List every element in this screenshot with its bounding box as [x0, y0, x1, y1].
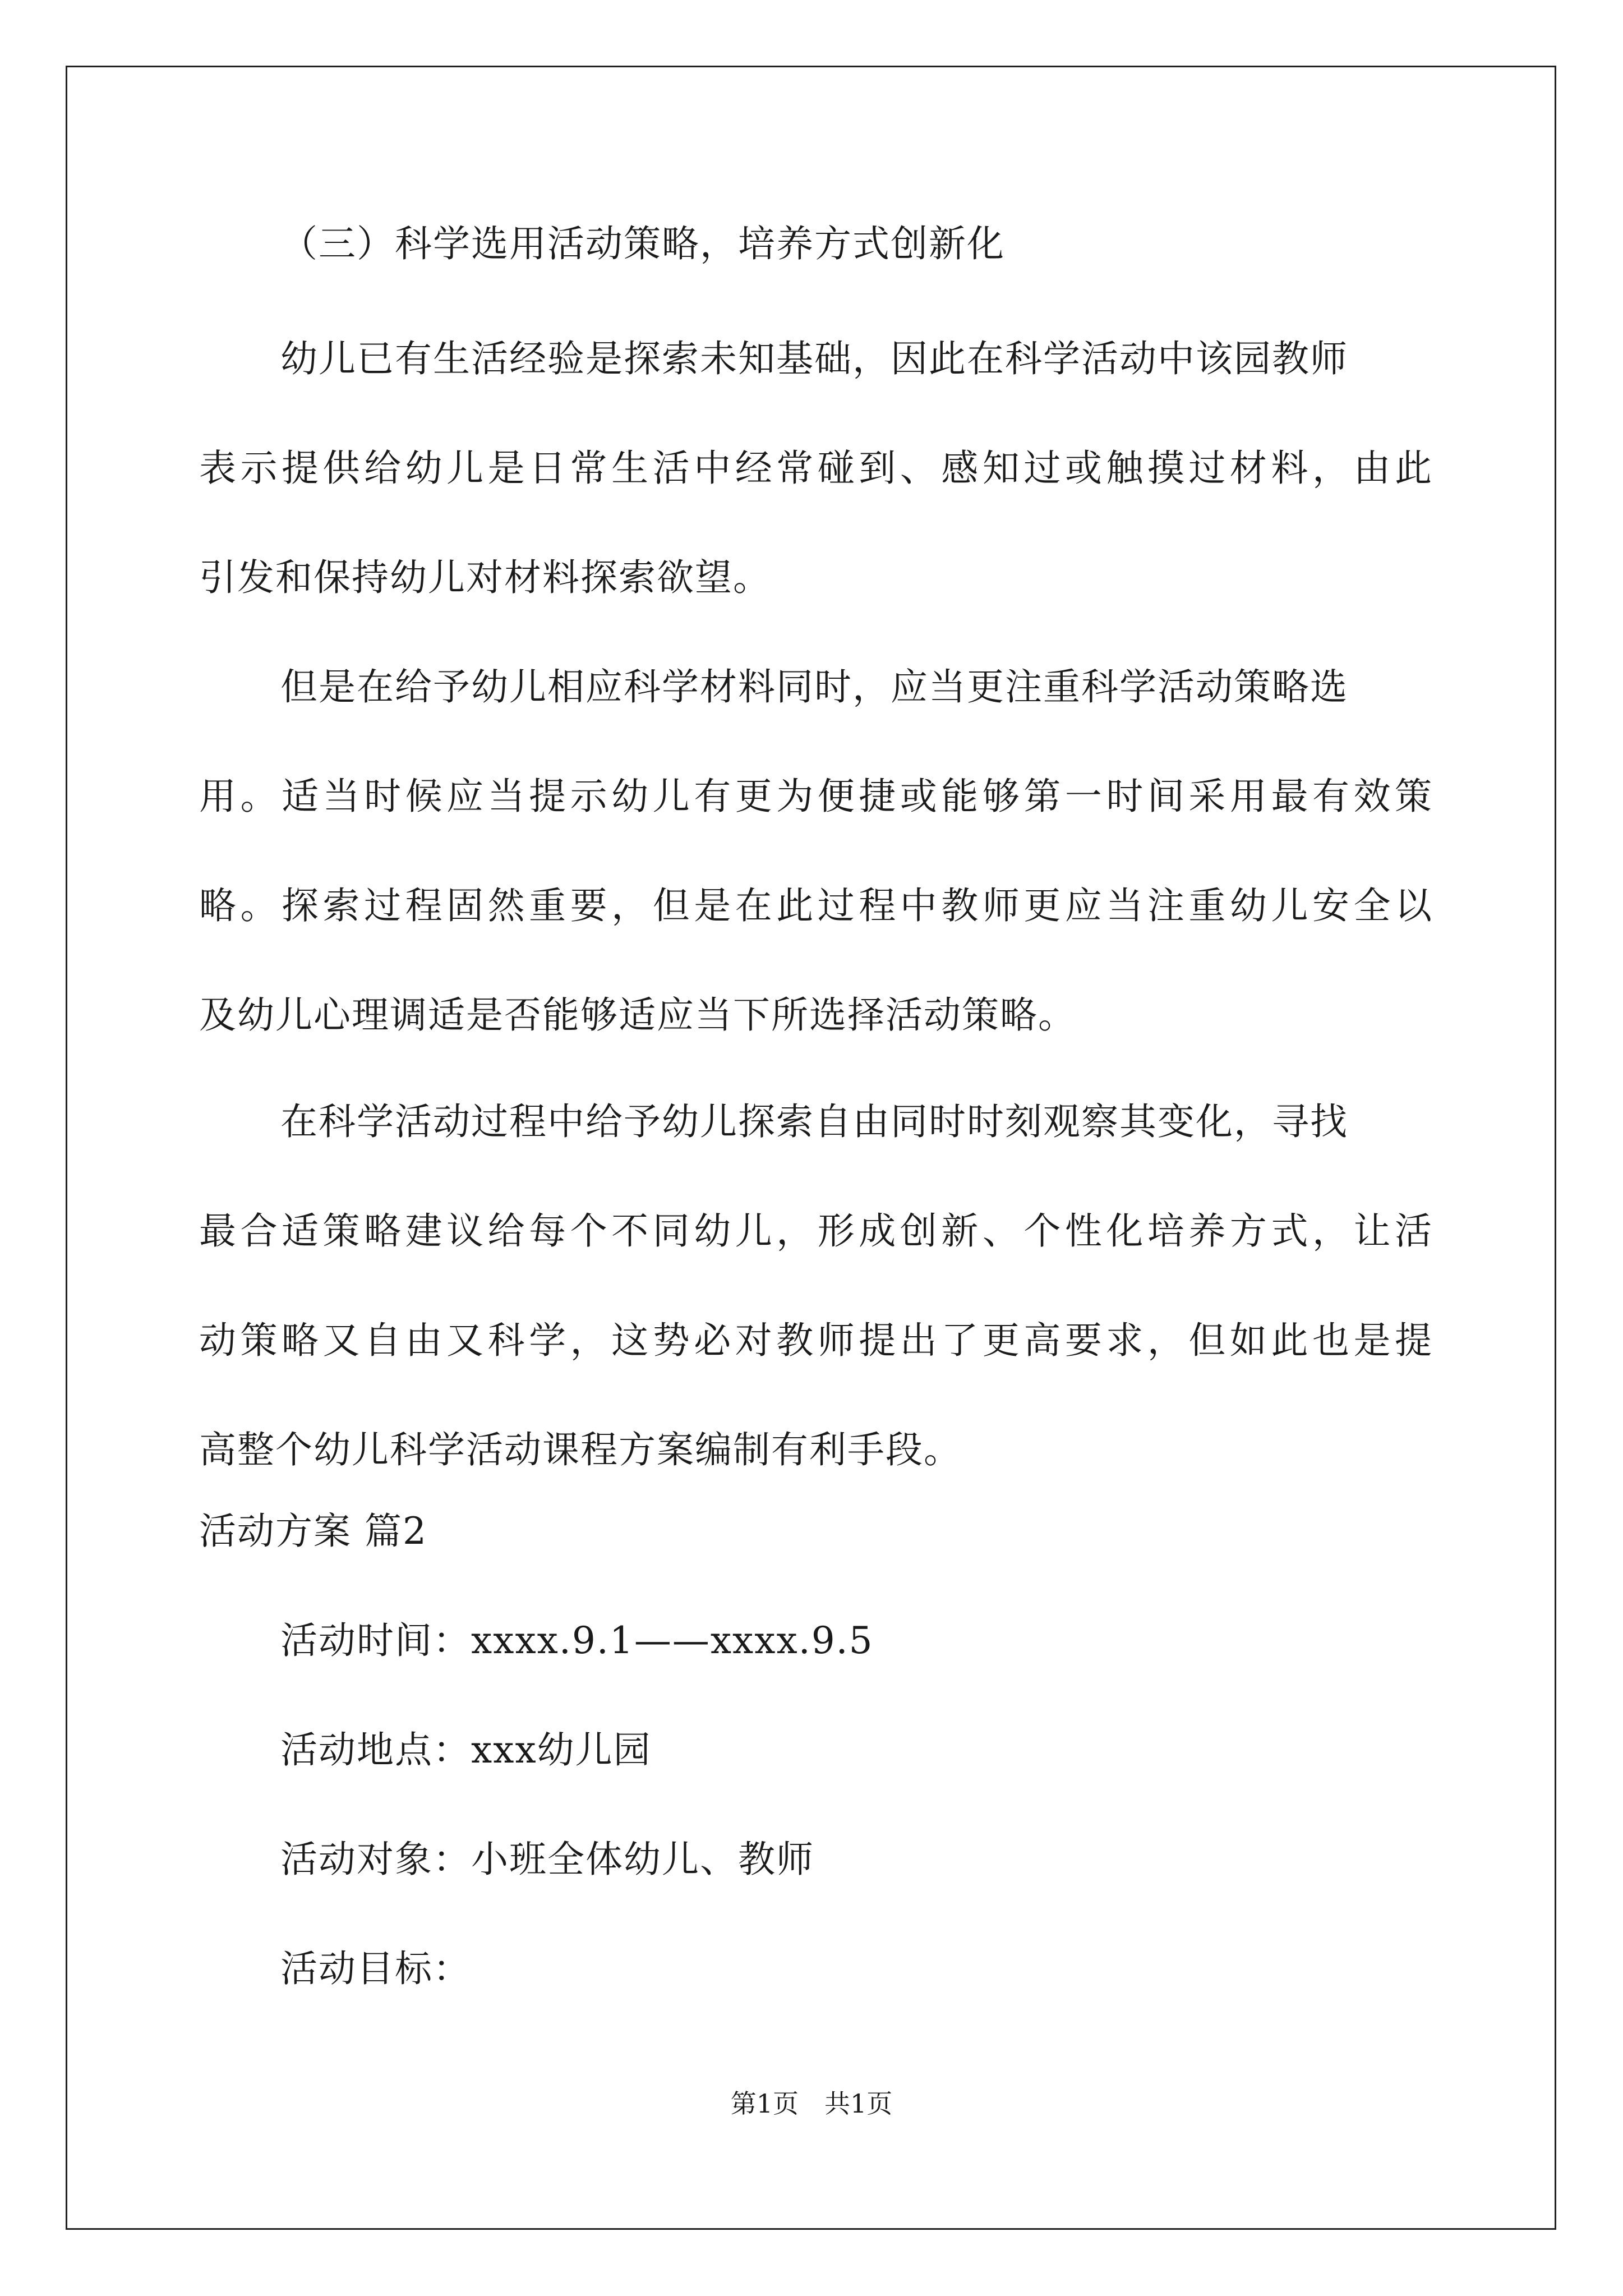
page-border — [66, 66, 1556, 2230]
paragraph-2-line-3: 略。探索过程固然重要，但是在此过程中教师更应当注重幼儿安全以 — [199, 884, 1433, 927]
activity-goal: 活动目标： — [280, 1947, 471, 1990]
paragraph-2-line-2: 用。适当时候应当提示幼儿有更为便捷或能够第一时间采用最有效策 — [199, 775, 1433, 818]
paragraph-3-line-1: 在科学活动过程中给予幼儿探索自由同时时刻观察其变化，寻找 — [280, 1100, 1348, 1143]
activity-location: 活动地点：xxx幼儿园 — [280, 1728, 652, 1772]
paragraph-3-line-4: 高整个幼儿科学活动课程方案编制有利手段。 — [199, 1428, 962, 1471]
page-footer: 第1页 共1页 — [730, 2088, 893, 2119]
paragraph-2-line-4: 及幼儿心理调适是否能够适应当下所选择活动策略。 — [199, 993, 1076, 1037]
activity-time: 活动时间：xxxx.9.1——xxxx.9.5 — [280, 1619, 874, 1662]
plan-title: 活动方案 篇2 — [199, 1510, 427, 1553]
paragraph-1-line-3: 引发和保持幼儿对材料探索欲望。 — [199, 556, 771, 599]
paragraph-1-line-2: 表示提供给幼儿是日常生活中经常碰到、感知过或触摸过材料，由此 — [199, 447, 1433, 490]
section-heading: （三）科学选用活动策略，培养方式创新化 — [280, 222, 1005, 265]
paragraph-3-line-3: 动策略又自由又科学，这势必对教师提出了更高要求，但如此也是提 — [199, 1319, 1433, 1362]
paragraph-3-line-2: 最合适策略建议给每个不同幼儿，形成创新、个性化培养方式，让活 — [199, 1209, 1433, 1253]
paragraph-1-line-1: 幼儿已有生活经验是探索未知基础，因此在科学活动中该园教师 — [280, 337, 1348, 380]
paragraph-2-line-1: 但是在给予幼儿相应科学材料同时，应当更注重科学活动策略选 — [280, 665, 1348, 708]
activity-audience: 活动对象：小班全体幼儿、教师 — [280, 1838, 814, 1881]
